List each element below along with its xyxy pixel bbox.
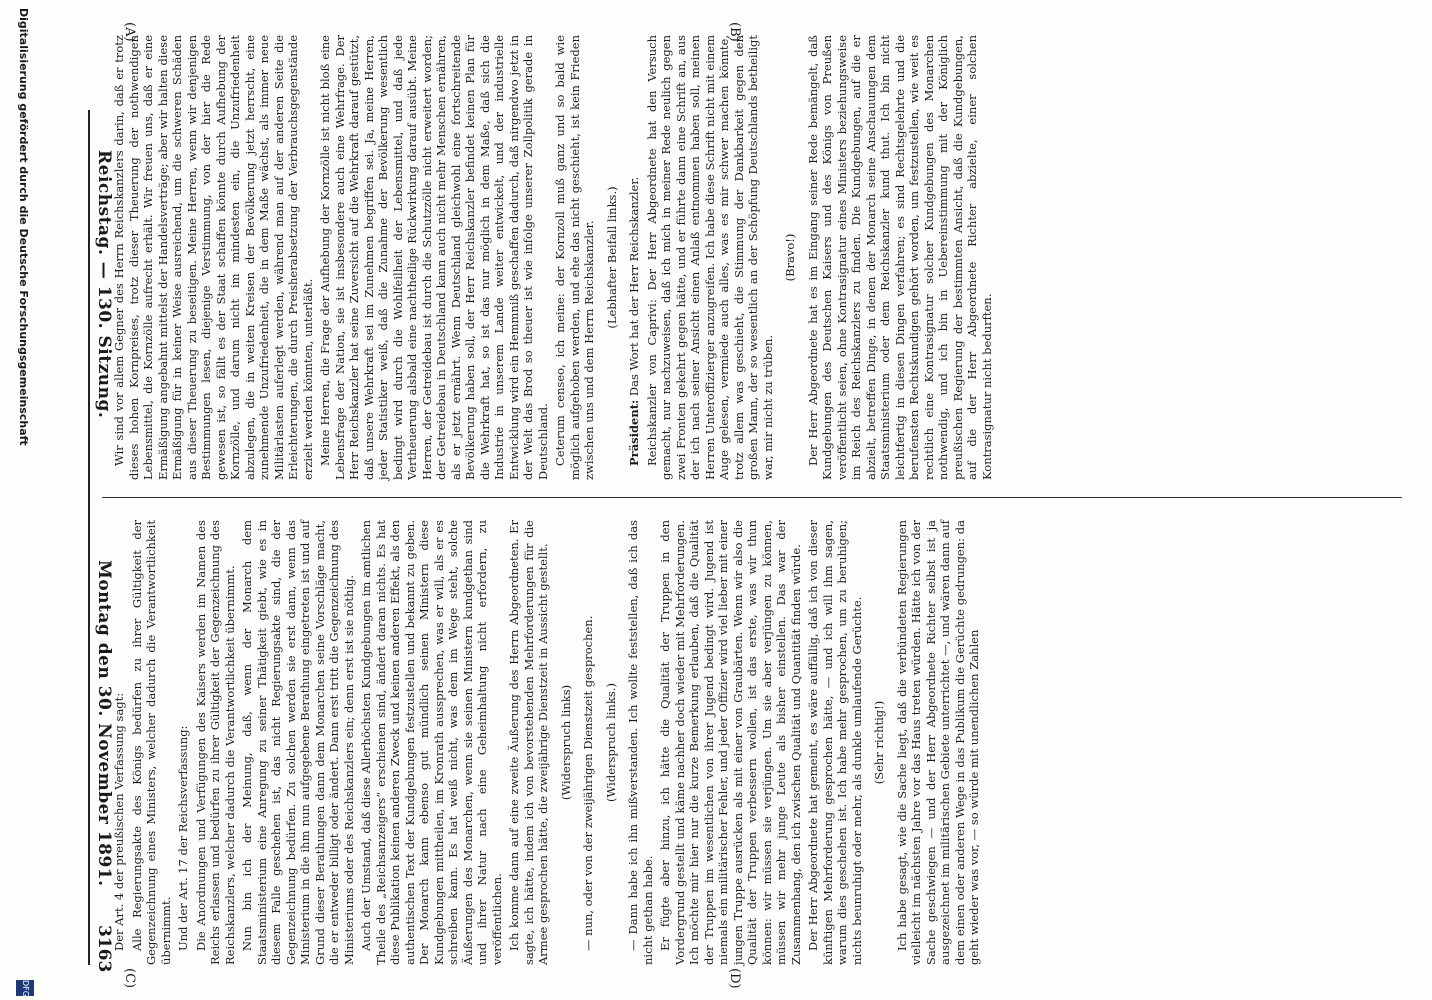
- applause-note: (Lebhafter Beifall links.): [604, 186, 619, 329]
- objection-note: (Widerspruch links): [558, 684, 573, 801]
- right-paragraph: Alle Regierungsakte des Königs bedürfen zu ihrer Gültigkeit der Gegenzeichnung eines Ministers, welcher dadurch die Verantwortlichkeit übernimmt.: [129, 520, 173, 965]
- page-number: 3163: [94, 925, 114, 973]
- president-label: Präsident:: [627, 399, 641, 466]
- right-paragraph: Der Herr Abgeordnete hat gemeint, es wäre auffällig, daß ich von dieser künftigen Mehrforderung gesprochen hätte, — und ich will ihm sagen, warum dies geschehen ist. Ich habe mehr gesprochen, um zu beruhigen; nichts beunruhigt oder mehr, als dunkle umlaufende Gerüchte.: [806, 520, 864, 965]
- president-line: [627, 35, 642, 480]
- left-paragraph: Wir sind vor allem Gegner des Herrn Reichskanzlers darin, daß er trotz dieses hohen Kornpreises, trotz dieser Theuerung der nothwendigen Lebensmittel, die Kornzölle aufrecht erhält. Wir freuen uns, daß er eine Ermäßigung angebahnt mittelst der Handelsverträge; aber wir halten diese Ermäßigung für in keiner Weise ausreichend, um die schweren Schäden aus dieser Theuerung zu beseitigen. Meine Herren, wenn wir denjenigen Bestimmungen lesen, diejenige Verstimmung, von der hier die Rede gewesen ist, so fällt es der Staat schaffen könnte durch Aufhebung der Kornzölle, und darum nicht im mindesten ein, die Unzufriedenheit abzulegen, die in weiten Kreisen der Bevölkerung jetzt herrscht, eine zunehmende Unzufriedenheit, die in dem Maße wächst, als immer neue Militärlasten auferlegt werden, während man auf der anderen Seite die Erleichterungen, die durch Preisherabsetzung der Verbrauchsgegenstände erzielt werden könnten, unterläßt.: [112, 35, 315, 480]
- bravo-note: (Bravo!): [783, 233, 797, 282]
- left-paragraph: Reichskanzler von Caprivi: Der Herr Abgeordnete hat den Versuch gemacht, nur nachzuweisen, daß ich mich in meiner Rede neulich gegen zwei Fronten gekehrt gegen hätte, und er führte dann eine Schrift an, aus der ich nach seiner Ansicht einen Anlaß entnommen haben soll, meinen Herren Unteroffizierger anzugreifen. Ich habe diese Schrift nicht mit einem Auge gelesen, vermiede auch alles, was es mir schwer machen könnte, trotz allem was geschieht, die Stimmung der Dankbarkeit gegen den großen Mann, der so wesentlich an der Schöpfung Deutschlands betheiligt war, mir nicht zu trüben.: [644, 35, 775, 480]
- dfg-logo: DFG: [16, 980, 34, 996]
- right-paragraph: — nun, oder von der zweijährigen Dienstzeit gesprochen.: [581, 615, 595, 951]
- header-right: Montag den 30. November 1891.: [94, 560, 114, 887]
- margin-mark-a: (A): [122, 22, 137, 42]
- very-right-note: (Sehr richtig!): [872, 700, 886, 785]
- right-paragraph: Er fügte aber hinzu, ich hätte die Qualität der Truppen in den Vordergrund gestellt und käme nachher doch wieder mit Mehrforderungen. Ich möchte mir hier nur die kurze Bemerkung erlauben, daß die Qualität der Truppen im wesentlichen von ihrer Jugend bedingt wird. Jugend ist niemals ein militärischer Fehler, und jeder Offizier wird viel lieber mit einer jungen Truppe ausrücken als mit einer von Graubärten. Wenn wir also die Qualität der Truppen verbessern wollen, ist das erste, was wir thun können: wir müssen sie verjüngen. Um sie aber verjüngen zu können, müssen wir mehr junge Leute als bisher einstellen. Das war der Zusammenhang, den ich zwischen Qualität und Quantität finden würde.: [658, 520, 803, 965]
- digitization-credit: Digitalisierung gefördert durch die Deutsche Forschungsgemeinschaft: [17, 8, 30, 446]
- right-paragraph: Ich habe gesagt, wie die Sache liegt, daß die verbündeten Regierungen vielleicht im nächsten Jahre vor das Haus treten würden. Hätte ich von der Sache geschwiegen — und der Herr Abgeordnete Richter selbst ist ja ausgezeichnet im militärischen Gebiete unterrichtet —, und wären dann auf dem einen oder anderen Wege in das Publikum die Gerüchte gedrungen: da geht wieder was vor, — so würde mit unendlichen Zahlen: [894, 520, 981, 965]
- right-paragraph: Und der Art. 17 der Reichsverfassung:: [176, 725, 190, 951]
- left-paragraph: Ceterum censeo, ich meine: der Kornzoll muß ganz und so bald wie möglich aufgehoben werden, und ehe das nicht geschieht, ist kein Frieden zwischen uns und dem Herrn Reichskanzler.: [553, 35, 596, 480]
- right-paragraph: Auch der Umstand, daß diese Allerhöchsten Kundgebungen im amtlichen Theile des „Reichsanzeigers“ erschienen sind, ändert daran nichts. Es hat diese Publikation keinen anderen Zweck und keinen anderen Effekt, als den authentischen Text der Kundgebungen festzustellen und bekannt zu geben. Der Monarch kann ebenso gut mündlich seinen Ministern diese Kundgebungen mittheilen, im Kronrath aussprechen, was er will, als er es schreiben kann. Es hat weiß nicht, was dem im Wege steht, solche Äußerungen des Monarchen, wenn sie seinen Ministern kundgethan sind und ihrer Natur nach eine Geheimhaltung nicht erfordern, zu veröffentlichen.: [359, 520, 504, 965]
- left-paragraph: Der Herr Abgeordnete hat es im Eingang seiner Rede bemängelt, daß Kundgebungen des Deutschen Kaisers und des Königs von Preußen veröffentlicht seien, ohne Kontrasignatur eines Ministers beziehungsweise im Reich des Reichskanzlers zu finden. Die Kundgebungen, auf die er abzielt, betreffen Dinge, in denen der Monarch seine Anschauungen dem Staatsministerium oder dem Reichskanzler kund thut. Ich bin nicht leichtfertig in diesen Dingen verfahren; es sind Rechtsgelehrte und die berufensten Rechtskundigen gehört worden, um festzustellen, wie weit es rechtlich eine Kontrasignatur solcher Kundgebungen des Monarchen nothwendig, und ich bin in Uebereinstimmung mit der Königlich preußischen Regierung der bestimmten Ansicht, daß die Kundgebungen, auf die der Herr Abgeordnete Richter abzielte, einer solchen Kontrasignatur nicht bedurften.: [805, 35, 994, 480]
- left-paragraph: Meine Herren, die Frage der Aufhebung der Kornzölle ist nicht bloß eine Lebensfrage der Nation, sie ist insbesondere auch eine Wehrfrage. Der Herr Reichskanzler hat seine Zuversicht auf die Wehrkraft darauf gestützt, daß unsere Wehrkraft sei im Zunehmen begriffen sei. Ja, meine Herren, jeder Statistiker weiß, daß die Zunahme der Bevölkerung wesentlich bedingt wird durch die Wohlfeilheit der Lebensmittel, und daß jede Vertheuerung alsbald eine nachtheilige Rückwirkung darauf ausübt. Meine Herren, der Getreidebau ist durch die Schutzzölle nicht erweitert worden; der Getreidebau in Deutschland kann auch nicht mehr Menschen ernähren, als er jetzt ernährt. Wenn Deutschland gleichwohl eine fortschreitende Bevölkerung haben soll, der Herr Reichskanzler befindet keinen Plan für die Wehrkraft hat, so ist das nur möglich in dem Maße, daß sich die Industrie in unserem Lande weiter entwickelt, und der industrielle Entwicklung wird ein Hemmniß geschaffen dadurch, daß nirgendwo jetzt in der Welt das Brod so theuer ist wie infolge unserer Zollpolitik gerade in Deutschland.: [318, 35, 550, 480]
- margin-mark-b: (B): [727, 22, 742, 42]
- margin-mark-d: (D): [727, 968, 742, 989]
- header-rule: [88, 110, 90, 965]
- header-left: Reichstag. — 130. Sitzung.: [94, 150, 114, 419]
- left-column: [112, 35, 1402, 480]
- objection-note: (Widerspruch links.): [603, 683, 618, 802]
- column-divider: [102, 497, 1402, 498]
- president-text: Das Wort hat der Herr Reichskanzler.: [627, 176, 641, 397]
- right-paragraph: Ich komme dann auf eine zweite Äußerung des Herrn Abgeordneten. Er sagte, ich hätte, indem ich von bevorstehenden Mehrforderungen für die Armee gesprochen hätte, die zweijährige Dienstzeit in Aussicht gestellt.: [507, 520, 550, 965]
- right-paragraph: Der Art. 4 der preußischen Verfassung sagt:: [112, 692, 126, 951]
- margin-mark-c: (C): [122, 968, 137, 989]
- right-paragraph: — Dann habe ich ihn mißverstanden. Ich wollte feststellen, daß ich das nicht gethan habe.: [626, 520, 655, 965]
- right-paragraph: Nun bin ich der Meinung, daß, wenn der Monarch dem Staatsministerium eine Anregung zu seiner Thätigkeit giebt, wie es in diesem Falle geschehen ist, das nicht Regierungsakte sind, die der Gegenzeichnung bedürfen. Zu solchen werden sie erst dann, wenn das Ministerium in die ihm nun aufgegebene Berathung eingetreten ist und auf Grund dieser Berathungen dann dem Monarchen seine Vorschläge macht, die er entweder billigt oder ändert. Dann erst tritt die Gegenzeichnung des Ministeriums oder des Reichskanzlers ein; denn erst ist sie nöthig.: [240, 520, 356, 965]
- right-paragraph: Die Anordnungen und Verfügungen des Kaisers werden im Namen des Reichs erlassen und bedürfen zu ihrer Gültigkeit der Gegenzeichnung des Reichskanzlers, welcher dadurch die Verantwortlichkeit übernimmt.: [193, 520, 237, 965]
- right-column: [112, 520, 1402, 965]
